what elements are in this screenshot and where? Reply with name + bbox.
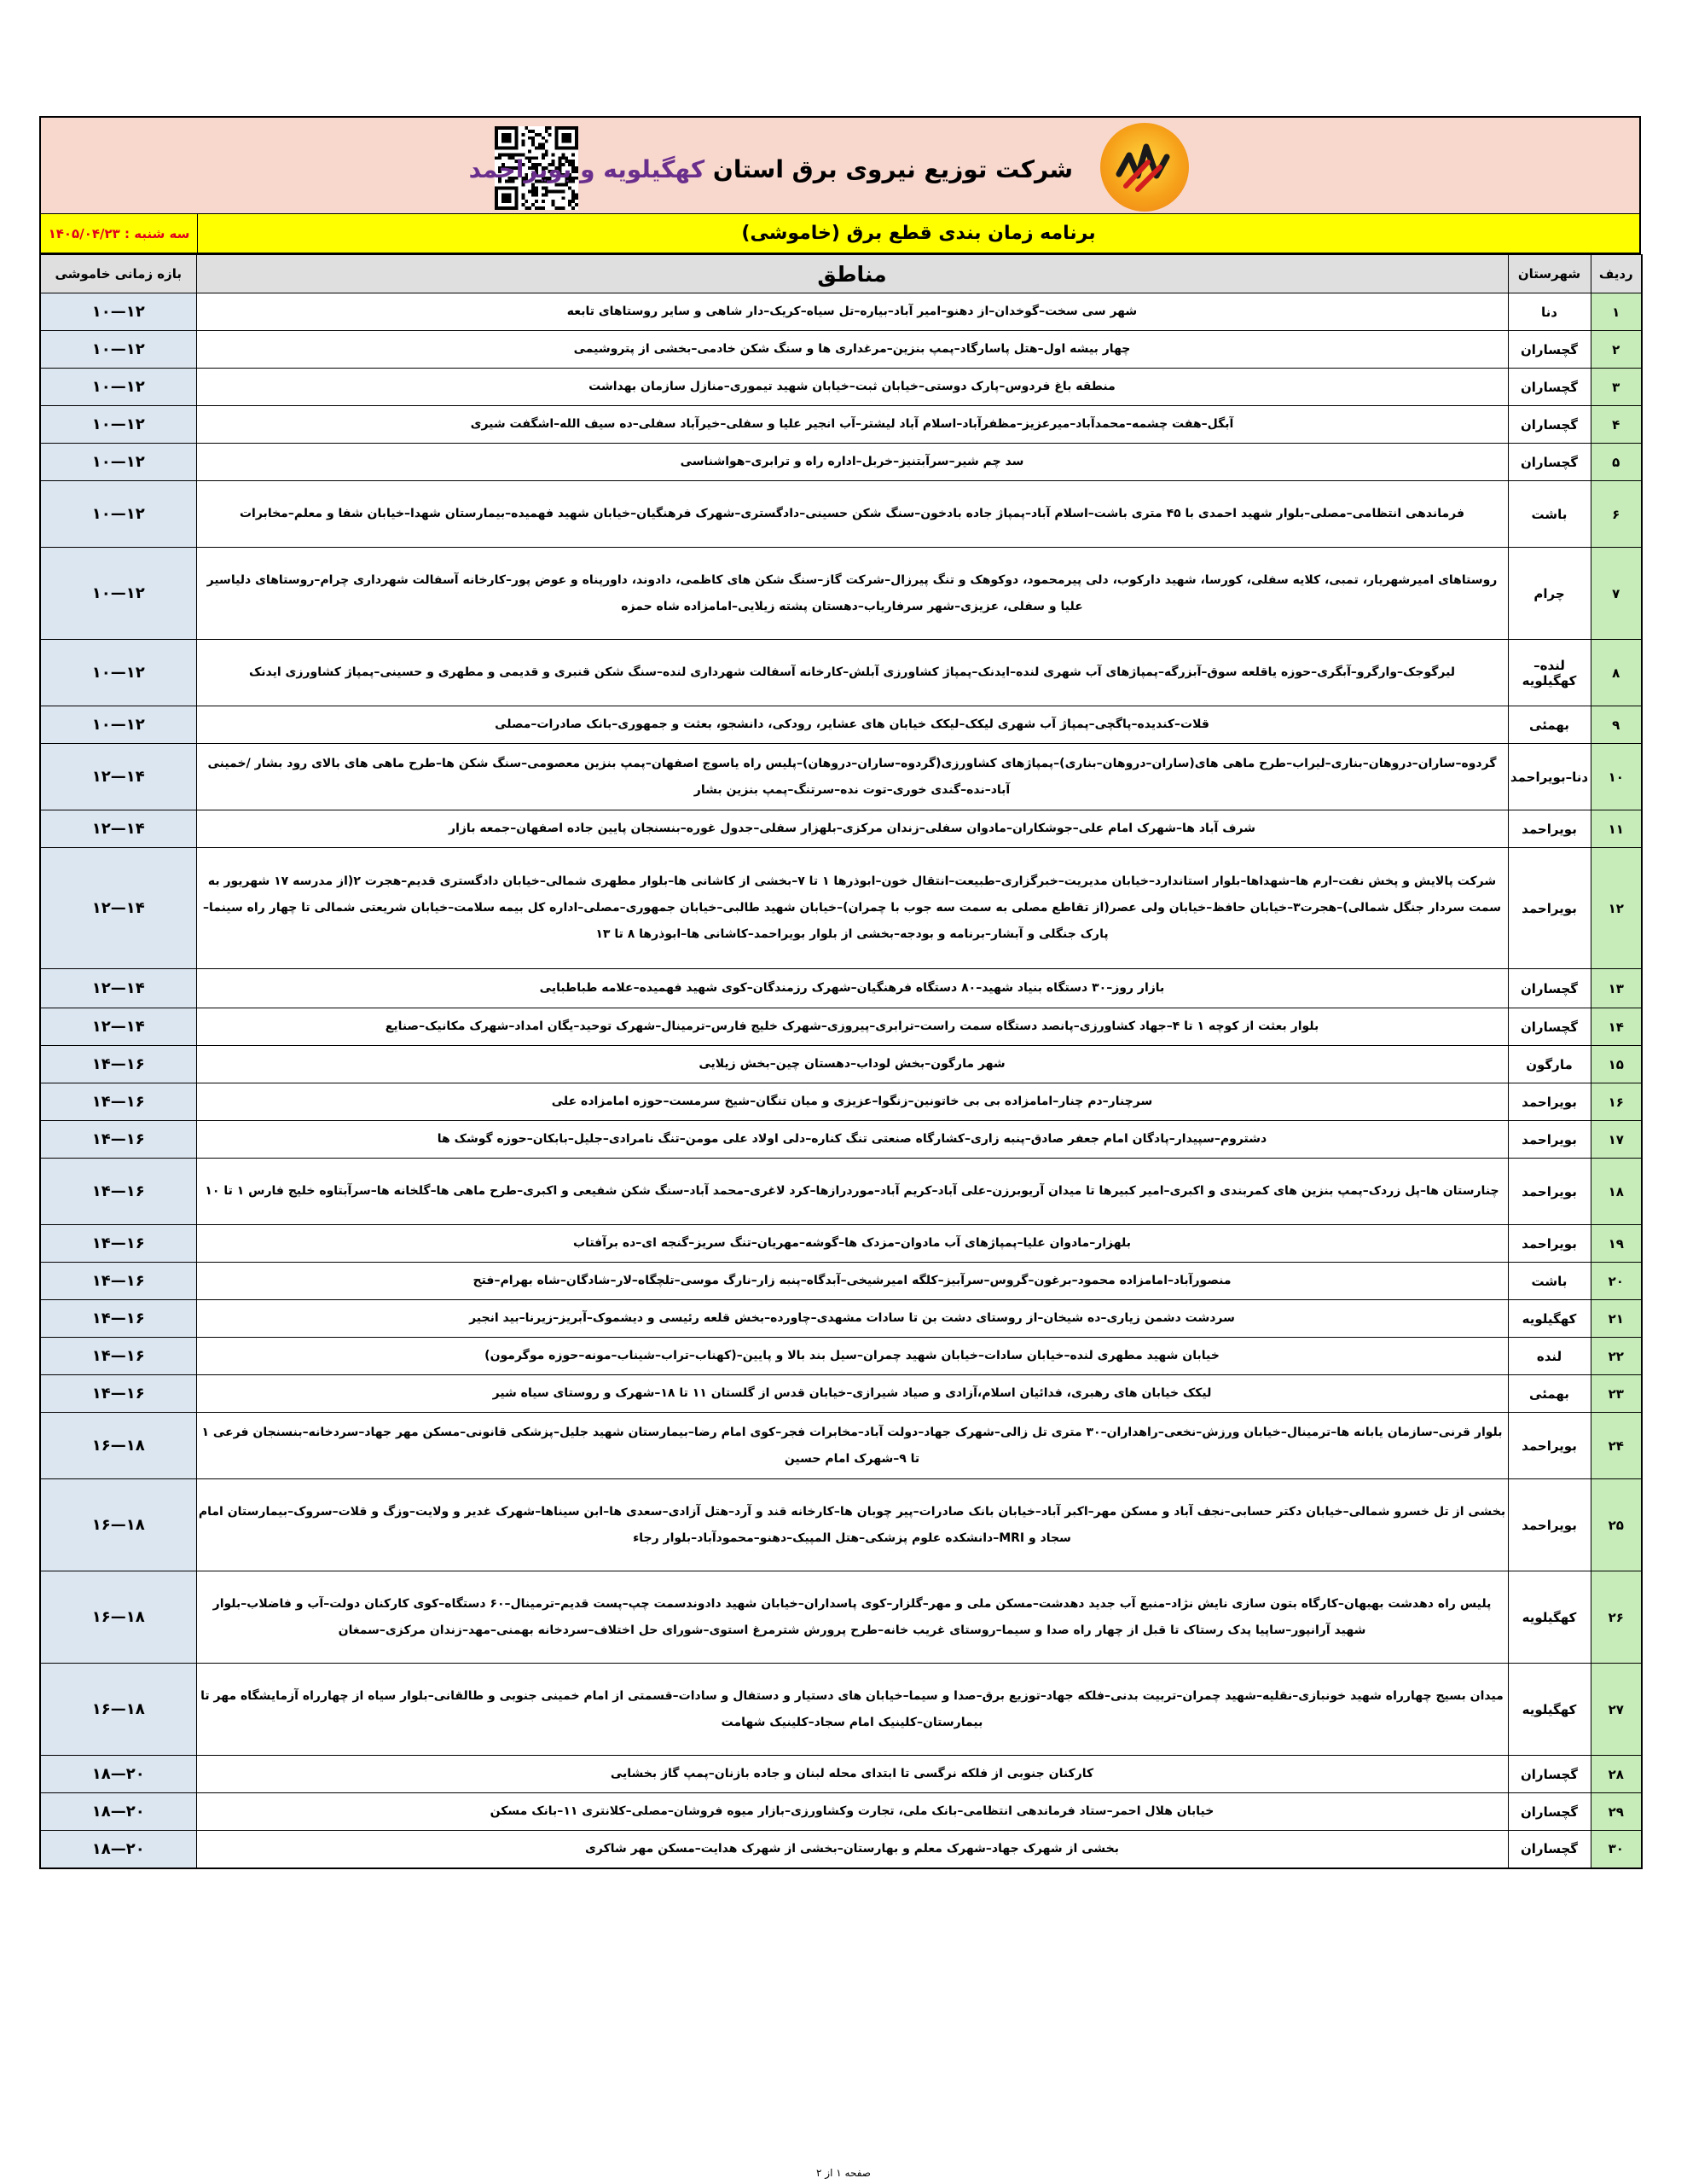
time-cell: ۱۶—۱۴ — [40, 1121, 196, 1159]
areas-cell: خیابان شهید مطهری لنده–خیابان سادات–خیابان شهید چمران–سیل بند بالا و پایین–(کهناب–تراب–شیناب–مونه–حوزه موگرمون) — [196, 1338, 1508, 1375]
city-cell: گچساران — [1508, 369, 1591, 406]
row-number-cell: ۷ — [1591, 548, 1642, 640]
areas-cell: روستاهای امیرشهریار، تمبی، کلایه سفلی، کورسا، شهید دارکوب، دلی پیرمحمود، دوکوهک و تنگ پیرزال–شرکت گاز–سنگ شکن های کاظمی، دادوند، داورپناه و عوض پور–کارخانه آسفالت شهرداری چرام–روستاهای دلیاسیر علیا و سفلی، عزیزی–شهر سرفاریاب–دهستان پشته زیلایی–امامزاده شاه حمزه — [196, 548, 1508, 640]
table-row — [40, 1413, 1642, 1479]
table-row — [40, 1121, 1642, 1159]
table-row — [40, 848, 1642, 969]
row-number-cell: ۶ — [1591, 481, 1642, 548]
time-cell: ۱۶—۱۴ — [40, 1083, 196, 1121]
time-cell: ۱۴—۱۲ — [40, 744, 196, 810]
row-number-cell: ۲۶ — [1591, 1571, 1642, 1664]
areas-cell: آبگل–هفت چشمه–محمدآباد–میرعزیز–مظفرآباد–اسلام آباد لیشتر–آب انجیر علیا و سفلی–خیرآباد سفلی–ده سیف الله–اشگفت شیری — [196, 406, 1508, 444]
time-cell: ۱۸—۱۶ — [40, 1664, 196, 1756]
city-cell: کهگیلویه — [1508, 1664, 1591, 1756]
city-cell: دنا — [1508, 293, 1591, 331]
city-cell: مارگون — [1508, 1046, 1591, 1083]
city-cell: بویراحمد — [1508, 810, 1591, 848]
time-cell: ۱۴—۱۲ — [40, 848, 196, 969]
areas-cell: چهار بیشه اول–هتل پاسارگاد–پمپ بنزین–مرغداری ها و سنگ شکن خادمی–بخشی از پتروشیمی — [196, 331, 1508, 369]
row-number-cell: ۱۶ — [1591, 1083, 1642, 1121]
time-cell: ۱۴—۱۲ — [40, 1008, 196, 1046]
company-name — [469, 155, 1073, 183]
areas-cell: بلهزار–مادوان علیا–پمپاژهای آب مادوان–مزدک ها–گوشه–مهریان–تنگ سریز–گنجه ای–ده برآفتاب — [196, 1225, 1508, 1263]
city-cell: بویراحمد — [1508, 1225, 1591, 1263]
areas-cell: شهر سی سخت–گوخدان–از دهنو–امیر آباد–بیاره–تل سیاه–کریک–دار شاهی و سایر روستاهای تابعه — [196, 293, 1508, 331]
table-row — [40, 969, 1642, 1008]
table-row — [40, 640, 1642, 706]
areas-cell: کارکنان جنوبی از فلکه نرگسی تا ابتدای محله لبنان و جاده بازنان–پمپ گاز بخشایی — [196, 1756, 1508, 1793]
city-cell: باشت — [1508, 1263, 1591, 1300]
row-number-cell: ۲ — [1591, 331, 1642, 369]
table-row — [40, 369, 1642, 406]
city-cell: گچساران — [1508, 1793, 1591, 1831]
table-row — [40, 444, 1642, 481]
row-number-cell: ۹ — [1591, 706, 1642, 744]
time-cell: ۱۲—۱۰ — [40, 706, 196, 744]
row-number-cell: ۴ — [1591, 406, 1642, 444]
city-cell: بویراحمد — [1508, 1121, 1591, 1159]
time-cell: ۱۴—۱۲ — [40, 969, 196, 1008]
table-header-row — [40, 255, 1642, 293]
table-row — [40, 1263, 1642, 1300]
areas-cell: سردشت دشمن زیاری–ده شیخان–از روستای دشت بن تا سادات مشهدی–چاورده–بخش قلعه رئیسی و دیشموک–آبریز–زیرنا–بید انجیر — [196, 1300, 1508, 1338]
areas-cell: بخشی از شهرک جهاد–شهرک معلم و بهارستان–بخشی از شهرک هدایت–مسکن مهر شاکری — [196, 1831, 1508, 1868]
company-header — [39, 116, 1641, 214]
row-number-cell: ۱۴ — [1591, 1008, 1642, 1046]
areas-cell: لیکک خیابان های رهبری، فدائیان اسلام،آزادی و صیاد شیرازی–خیابان قدس از گلستان ۱۱ تا ۱۸–شهرک و روستای سیاه شیر — [196, 1375, 1508, 1413]
row-number-cell: ۲۱ — [1591, 1300, 1642, 1338]
areas-cell: دشتروم–سپیدار–پادگان امام جعفر صادق–پنبه زاری–کشارگاه صنعتی تنگ کناره–دلی اولاد علی مومن–تنگ نامرادی–جلیل–بابکان–حوزه گوشک ها — [196, 1121, 1508, 1159]
time-cell: ۱۸—۱۶ — [40, 1479, 196, 1571]
time-cell: ۱۲—۱۰ — [40, 406, 196, 444]
time-cell: ۱۲—۱۰ — [40, 640, 196, 706]
schedule-date: سه شنبه : ۱۴۰۵/۰۴/۲۳ — [41, 214, 198, 253]
areas-cell: چنارستان ها–پل زردک–پمپ بنزین های کمربندی و اکبری–امیر کبیرها تا میدان آریوبرزن–علی آباد–کریم آباد–موردرازها–کرد لاغری–محمد آباد–سنگ شکن شفیعی و اکبری–طرح ماهی ها–گلخانه ها–سرآبتاوه خلیج فارس ۱ تا ۱۰ — [196, 1159, 1508, 1225]
row-number-cell: ۲۸ — [1591, 1756, 1642, 1793]
city-cell: بویراحمد — [1508, 848, 1591, 969]
city-cell: گچساران — [1508, 1756, 1591, 1793]
table-row — [40, 1793, 1642, 1831]
city-cell: باشت — [1508, 481, 1591, 548]
outage-table — [39, 254, 1643, 1869]
row-number-cell: ۲۰ — [1591, 1263, 1642, 1300]
row-number-cell: ۲۵ — [1591, 1479, 1642, 1571]
areas-cell: سد چم شیر–سرآبتنیز–خربل–اداره راه و ترابری–هواشناسی — [196, 444, 1508, 481]
city-cell: بویراحمد — [1508, 1083, 1591, 1121]
header-time: بازه زمانی خاموشی — [40, 255, 196, 293]
time-cell: ۱۶—۱۴ — [40, 1375, 196, 1413]
row-number-cell: ۱۰ — [1591, 744, 1642, 810]
table-row — [40, 1756, 1642, 1793]
table-row — [40, 1664, 1642, 1756]
time-cell: ۱۶—۱۴ — [40, 1046, 196, 1083]
row-number-cell: ۱۸ — [1591, 1159, 1642, 1225]
row-number-cell: ۱۱ — [1591, 810, 1642, 848]
areas-cell: بخشی از تل خسرو شمالی–خیابان دکتر حسابی–نجف آباد و مسکن مهر–اکبر آباد–خیابان بانک صادرات–پیر چوبان ها–کارخانه قند و آرد–هتل آزادی–سعدی ها–ابن سیناها–شهرک غدیر و ولایت–وزگ و قلات–سروک–بیمارستان امام سجاد و MRI–دانشکده علوم پزشکی–هتل المپیک–دهنو–محمودآباد–بلوار رجاء — [196, 1479, 1508, 1571]
table-row — [40, 810, 1642, 848]
time-cell: ۱۲—۱۰ — [40, 293, 196, 331]
city-cell: لنده–کهگیلویه — [1508, 640, 1591, 706]
city-cell: چرام — [1508, 548, 1591, 640]
table-row — [40, 1225, 1642, 1263]
time-cell: ۱۶—۱۴ — [40, 1225, 196, 1263]
row-number-cell: ۱۹ — [1591, 1225, 1642, 1263]
company-logo-icon — [1100, 123, 1189, 212]
city-cell: گچساران — [1508, 406, 1591, 444]
row-number-cell: ۳۰ — [1591, 1831, 1642, 1868]
city-cell: گچساران — [1508, 1831, 1591, 1868]
row-number-cell: ۲۲ — [1591, 1338, 1642, 1375]
city-cell: گچساران — [1508, 969, 1591, 1008]
city-cell: بویراحمد — [1508, 1159, 1591, 1225]
table-row — [40, 1338, 1642, 1375]
table-row — [40, 1571, 1642, 1664]
time-cell: ۱۲—۱۰ — [40, 481, 196, 548]
areas-cell: پلیس راه دهدشت بهبهان–کارگاه بتون سازی نایش نژاد–منبع آب جدید دهدشت–مسکن ملی و مهر–گلزار–کوی پاسداران–خیابان شهید دادوندسمت چپ–پست قدیم–ترمینال–۶۰ دستگاه–کوی کارکنان دولت–آب و فاضلاب–بلوار شهید آرانپور–ساپیا پدک رستاک تا قبل از چهار راه صدا و سیما–روستای غریب خانه–طرح پرورش شترمرغ استوی–شورای حل اختلاف–سردخانه بهمنی–مهد–زندان مرکزی–سمغان — [196, 1571, 1508, 1664]
row-number-cell: ۱۳ — [1591, 969, 1642, 1008]
city-cell: گچساران — [1508, 1008, 1591, 1046]
city-cell: لنده — [1508, 1338, 1591, 1375]
province-name: کهگیلویه و بویراحمد — [468, 155, 705, 183]
table-row — [40, 744, 1642, 810]
row-number-cell: ۲۳ — [1591, 1375, 1642, 1413]
row-number-cell: ۲۷ — [1591, 1664, 1642, 1756]
time-cell: ۱۲—۱۰ — [40, 548, 196, 640]
time-cell: ۲۰—۱۸ — [40, 1793, 196, 1831]
areas-cell: قلات–کندیده–پاگچی–پمپاژ آب شهری لیکک–لیکک خیابان های عشایر، رودکی، دانشجو، بعثت و جمهوری–بانک صادرات–مصلی — [196, 706, 1508, 744]
table-row — [40, 293, 1642, 331]
time-cell: ۲۰—۱۸ — [40, 1756, 196, 1793]
table-row — [40, 1831, 1642, 1868]
time-cell: ۱۸—۱۶ — [40, 1571, 196, 1664]
time-cell: ۱۲—۱۰ — [40, 331, 196, 369]
header-areas: مناطق — [196, 255, 1508, 293]
time-cell: ۱۶—۱۴ — [40, 1263, 196, 1300]
row-number-cell: ۲۹ — [1591, 1793, 1642, 1831]
city-cell: بهمئی — [1508, 1375, 1591, 1413]
table-row — [40, 1159, 1642, 1225]
table-row — [40, 548, 1642, 640]
header-city: شهرستان — [1508, 255, 1591, 293]
row-number-cell: ۸ — [1591, 640, 1642, 706]
table-row — [40, 331, 1642, 369]
areas-cell: شرف آباد ها–شهرک امام علی–جوشکاران–مادوان سفلی–زندان مرکزی–بلهزار سفلی–جدول غوره–بنسنجان پایین جاده اصفهان–جمعه بازار — [196, 810, 1508, 848]
title-band — [39, 214, 1641, 254]
header-row-number: ردیف — [1591, 255, 1642, 293]
time-cell: ۱۲—۱۰ — [40, 444, 196, 481]
city-cell: بویراحمد — [1508, 1413, 1591, 1479]
time-cell: ۱۶—۱۴ — [40, 1159, 196, 1225]
areas-cell: منطقه باغ فردوس–پارک دوستی–خیابان ثبت–خیابان شهید تیموری–منازل سازمان بهداشت — [196, 369, 1508, 406]
schedule-sheet — [39, 116, 1641, 1869]
areas-cell: بلوار بعثت از کوچه ۱ تا ۴–جهاد کشاورزی–پانصد دستگاه سمت راست–ترابری–پیروزی–شهرک خلیج فارس–ترمینال–شهرک توحید–یگان امداد–شهرک مکانیک–صنایع — [196, 1008, 1508, 1046]
table-row — [40, 1479, 1642, 1571]
time-cell: ۱۴—۱۲ — [40, 810, 196, 848]
row-number-cell: ۵ — [1591, 444, 1642, 481]
table-row — [40, 481, 1642, 548]
row-number-cell: ۲۴ — [1591, 1413, 1642, 1479]
time-cell: ۱۶—۱۴ — [40, 1300, 196, 1338]
city-cell: گچساران — [1508, 331, 1591, 369]
city-cell: بهمئی — [1508, 706, 1591, 744]
areas-cell: بلوار قرنی–سازمان یابانه ها–ترمینال–خیابان ورزش–نخعی–راهداران–۳۰ متری تل زالی–شهرک جهاد–دولت آباد–مخابرات فجر–کوی امام رضا–بیمارستان شهید جلیل–پزشکی قانونی–مسکن مهر جهاد–سردخانه–بنسنجان فرعی ۱ تا ۹–شهرک امام حسین — [196, 1413, 1508, 1479]
row-number-cell: ۱ — [1591, 293, 1642, 331]
areas-cell: شرکت پالایش و پخش نفت–ارم ها–شهداها–بلوار استاندارد–خیابان مدیریت–خبرگزاری–طبیعت–انتقال خون–ابوذرها ۱ تا ۷–بخشی از کاشانی ها–بلوار مطهری شمالی–خیابان دادگستری قدیم–هجرت ۲(از مدرسه ۱۷ شهریور به سمت سردار جنگل شمالی)–هجرت۳–خیابان حافظ–خیابان ولی عصر(از تقاطع مصلی به سمت سه جوب با چمران)–خیابان شهید طالبی–خیابان جمهوری–مصلی–اداره کل بیمه سلامت–خیابان شریعتی شمالی تا چهار راه سینما–پارک جنگلی و آبشار–برنامه و بودجه–بخشی از بلوار بویراحمد–کاشانی ها–ابوذرها ۸ تا ۱۳ — [196, 848, 1508, 969]
page-number: صفحه ۱ از ۲ — [816, 2167, 871, 2179]
areas-cell: سرچنار–دم چنار–امامزاده بی بی خاتونین–زنگوا–عزیزی و میان تنگان–شیخ سرمست–حوزه امامزاده علی — [196, 1083, 1508, 1121]
schedule-title: برنامه زمان بندی قطع برق (خاموشی) — [741, 223, 1096, 244]
table-row — [40, 1375, 1642, 1413]
row-number-cell: ۱۵ — [1591, 1046, 1642, 1083]
areas-cell: فرماندهی انتظامی–مصلی–بلوار شهید احمدی با ۴۵ متری باشت–اسلام آباد–پمپاژ جاده بادخون–سنگ شکن حسینی–دادگستری–شهرک فرهنگیان–خیابان شهید فهمیده–بیمارستان شهدا–خیابان شفا و معلم–مخابرات — [196, 481, 1508, 548]
city-cell: بویراحمد — [1508, 1479, 1591, 1571]
table-row — [40, 706, 1642, 744]
city-cell: گچساران — [1508, 444, 1591, 481]
row-number-cell: ۱۲ — [1591, 848, 1642, 969]
city-cell: کهگیلویه — [1508, 1571, 1591, 1664]
time-cell: ۲۰—۱۸ — [40, 1831, 196, 1868]
areas-cell: شهر مارگون–بخش لوداب–دهستان چین–بخش زیلایی — [196, 1046, 1508, 1083]
time-cell: ۱۶—۱۴ — [40, 1338, 196, 1375]
time-cell: ۱۸—۱۶ — [40, 1413, 196, 1479]
table-row — [40, 1008, 1642, 1046]
table-row — [40, 1300, 1642, 1338]
areas-cell: میدان بسیج چهارراه شهید خونبازی–نقلیه–شهید چمران–تربیت بدنی–فلکه جهاد–توزیع برق–صدا و سیما–خیابان های دستیار و دستفال و سادات–قسمتی از امام خمینی جنوبی و طالقانی–بلوار سیاه از چهارراه آزمایشگاه مهر تا بیمارستان–کلینیک امام سجاد–کلینیک شهامت — [196, 1664, 1508, 1756]
areas-cell: منصورآباد–امامزاده محمود–برغون–گروس–سرآبیز–کلگه امیرشیخی–آبدگاه–پنبه زار–نارگ موسی–تلچگاه–لار–شادگان–شاه بهرام–فتح — [196, 1263, 1508, 1300]
city-cell: کهگیلویه — [1508, 1300, 1591, 1338]
table-row — [40, 1046, 1642, 1083]
time-cell: ۱۲—۱۰ — [40, 369, 196, 406]
areas-cell: گردوه–ساران–دروهان–بناری–لیراب–طرح ماهی های(ساران–دروهان–بناری)–پمپاژهای کشاورزی(گردوه–ساران–دروهان)–پلیس راه یاسوج اصفهان–پمپ بنزین معصومی–سنگ شکن ها–طرح ماهی های بالای رود بشار /خمینی آباد–نده–گندی خوری–توت نده–سرتنگ–پمپ بنزین بشار — [196, 744, 1508, 810]
table-row — [40, 406, 1642, 444]
areas-cell: بازار روز–۳۰ دستگاه بنیاد شهید–۸۰ دستگاه فرهنگیان–شهرک رزمندگان–کوی شهید فهمیده–علامه طباطبایی — [196, 969, 1508, 1008]
table-row — [40, 1083, 1642, 1121]
areas-cell: لیرگوجک–وارگرو–آبگری–حوزه یاقلعه سوق–آبزرگه–پمپاژهای آب شهری لنده–ایدنک–پمپاژ کشاورزی آبلش–کارخانه آسفالت شهرداری لنده–سنگ شکن قنبری و قدیمی و مطهری و حسینی–پمپاژ کشاورزی ایدنک — [196, 640, 1508, 706]
city-cell: دنا–بویراحمد — [1508, 744, 1591, 810]
company-name-text: شرکت توزیع نیروی برق استان — [704, 155, 1073, 183]
areas-cell: خیابان هلال احمر–ستاد فرماندهی انتظامی–بانک ملی، تجارت وکشاورزی–بازار میوه فروشان–مصلی–کلانتری ۱۱–بانک مسکن — [196, 1793, 1508, 1831]
row-number-cell: ۱۷ — [1591, 1121, 1642, 1159]
row-number-cell: ۳ — [1591, 369, 1642, 406]
